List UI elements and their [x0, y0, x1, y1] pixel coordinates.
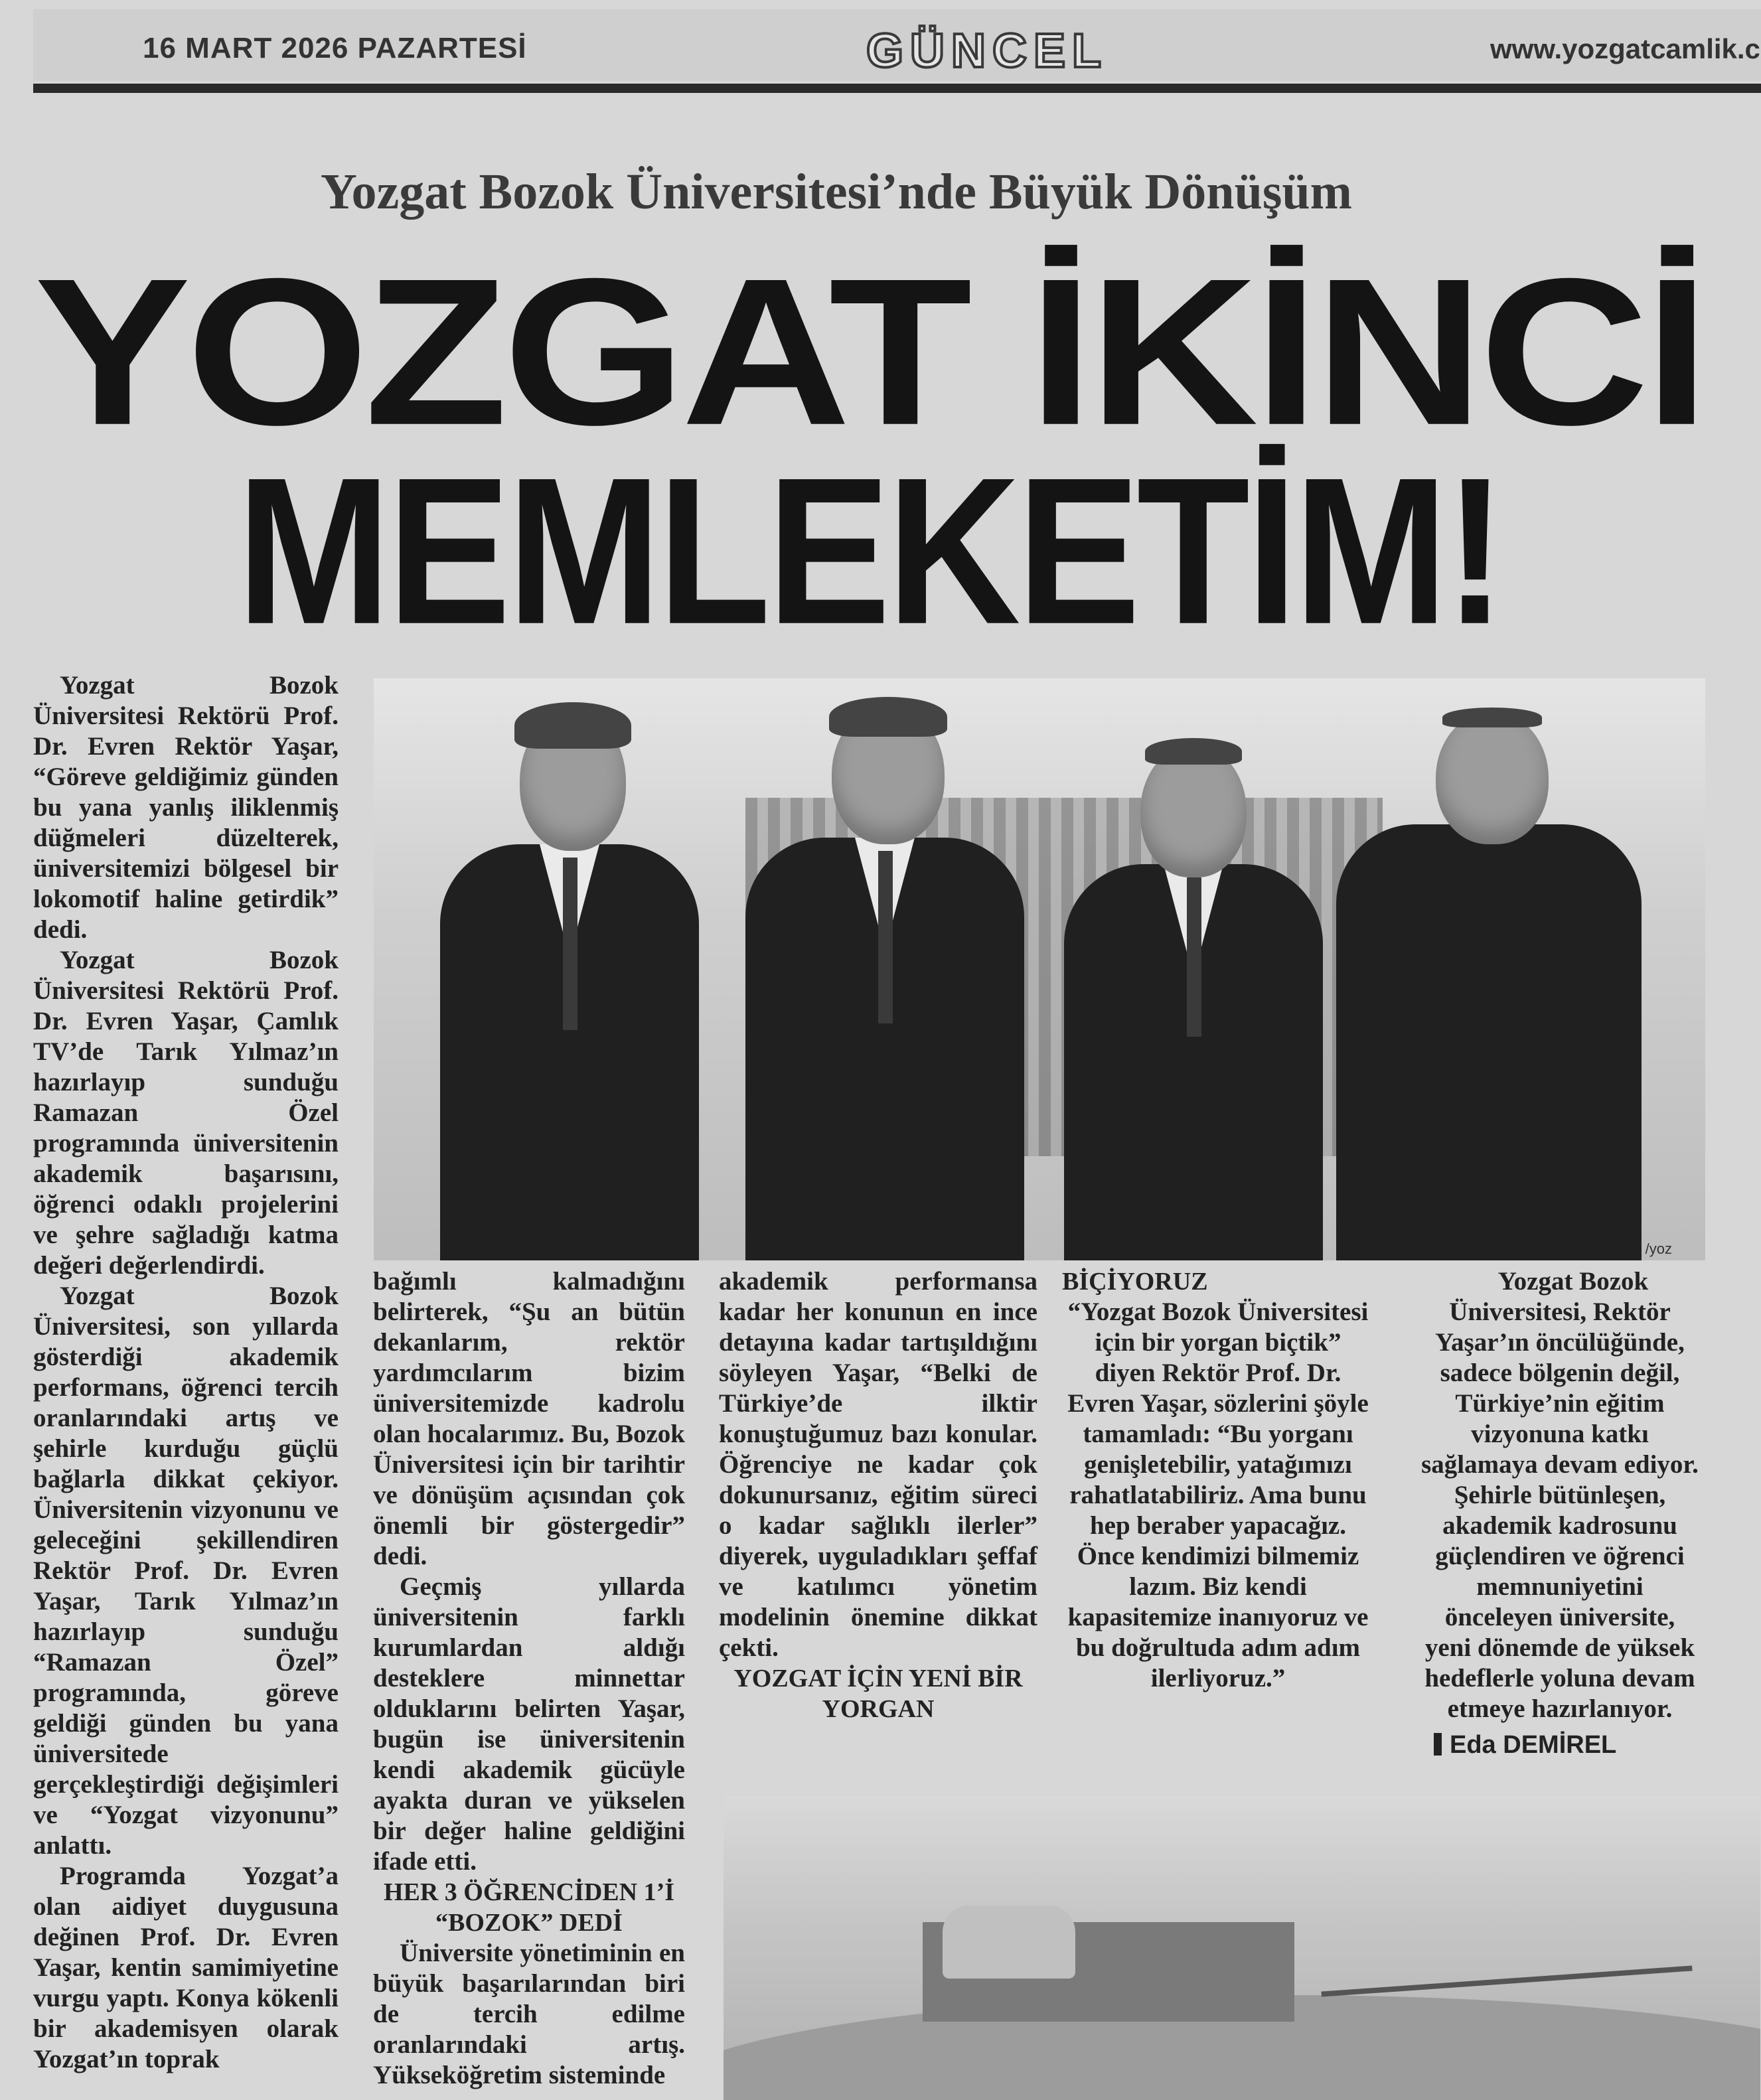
paragraph: akademik performansa kadar her konunun en ince detayına kadar tartışıldığını söyleyen Yaşar, “Belki de Türkiye’de ilktir konuştuğumuz bazı konular. Öğrenciye ne kadar çok dokunursanız, eğitim süreci o kadar sağlıklı ilerler” diyerek, uyguladıkları şeffaf ve katılımcı yönetim modelinin önemine dikkat çekti.: [719, 1267, 1037, 1662]
article-column-4: [1062, 1266, 1374, 1694]
article-kicker: Yozgat Bozok Üniversitesi’nde Büyük Dönüşüm: [321, 164, 1352, 220]
author-byline: [1434, 1731, 1616, 1760]
article-column-5: [1420, 1266, 1699, 1724]
paragraph: Geçmiş yıllarda üniversitenin farklı kurumlardan aldığı desteklere minnettar olduklarını belirten Yaşar, bugün ise üniversitenin kendi akademik gücüyle ayakta duran ve yükselen bir değer haline geldiğini ifade etti.: [373, 1572, 685, 1876]
paragraph: Yozgat Bozok Üniversitesi, Rektör Yaşar’ın öncülüğünde, sadece bölgenin değil, Türkiye’nin eğitim vizyonuna katkı sağlamaya devam ediyor. Şehirle bütünleşen, akademik kadrosunu güçlendiren ve öğrenci memnuniyetini önceleyen üniversite, yeni dönemde de yüksek hedeflerle yoluna devam etmeye hazırlanıyor.: [1421, 1267, 1699, 1723]
article-column-3: [719, 1266, 1037, 1724]
paragraph: Programda Yozgat’a olan aidiyet duygusuna değinen Prof. Dr. Evren Yaşar, kentin samimiyetine vurgu yaptı. Konya kökenli bir akademisyen olarak Yozgat’ın toprak: [33, 1862, 339, 2073]
campus-photo: [724, 1796, 1760, 2100]
photo-bridge: [1321, 1965, 1692, 1996]
subheading: YOZGAT İÇİN YENİ BİR YORGAN: [733, 1665, 1023, 1723]
article-column-1: [33, 670, 339, 2075]
byline-marker: [1434, 1733, 1442, 1756]
header-rule: [33, 84, 1761, 93]
article-photo: [374, 678, 1705, 1260]
paragraph: bağımlı kalmadığını belirterek, “Şu an bütün dekanlarım, rektör yardımcılarım bizim üniversitemizde kadrolu olan hocalarımız. Bu, Bozok Üniversitesi için bir tarihtir ve dönüşüm açısından çok önemli bir göstergedir” dedi.: [373, 1267, 685, 1570]
section-title: GÜNCEL: [866, 25, 1108, 78]
headline-line-1: YOZGAT İKİNCİ: [34, 234, 1705, 469]
article-column-2: [373, 1266, 685, 2091]
website-url[interactable]: www.yozgatcamlik.c: [1490, 33, 1760, 64]
subheading: HER 3 ÖĞRENCİDEN 1’İ “BOZOK” DEDİ: [383, 1878, 675, 1937]
photo-credit: /yoz: [1645, 1240, 1672, 1257]
issue-date: 16 MART 2026 PAZARTESİ: [143, 32, 527, 64]
page-header: [33, 9, 1761, 81]
paragraph: Yozgat Bozok Üniversitesi Rektörü Prof. Dr. Evren Rektör Yaşar, “Göreve geldiğimiz günden bu yana yanlış iliklenmiş düğmeleri düzelterek, üniversitemizi bölgesel bir lokomotif haline getirdik” dedi.: [33, 671, 339, 944]
photo-dome: [943, 1906, 1075, 1979]
paragraph: Üniversite yönetiminin en büyük başarılarından biri de tercih edilme oranlarındaki artış. Yükseköğretim sisteminde: [373, 1939, 685, 2089]
headline-line-2: MEMLEKETİM!: [236, 433, 1503, 668]
paragraph: Yozgat Bozok Üniversitesi, son yıllarda gösterdiği akademik performans, öğrenci tercih oranlarındaki artış ve şehirle kurduğu güçlü bağlarla dikkat çekiyor. Üniversitenin vizyonunu ve geleceğini şekillendiren Rektör Prof. Dr. Evren Yaşar, Tarık Yılmaz’ın hazırlayıp sunduğu “Ramazan Özel” programında, göreve geldiği günden bu yana üniversitede gerçekleştirdiği değişimleri ve “Yozgat vizyonunu” anlattı.: [33, 1282, 339, 1860]
paragraph: Yozgat Bozok Üniversitesi Rektörü Prof. Dr. Evren Yaşar, Çamlık TV’de Tarık Yılmaz’ın hazırlayıp sunduğu Ramazan Özel programında üniversitenin akademik başarısını, öğrenci odaklı projelerini ve şehre sağladığı katma değeri değerlendirdi.: [33, 946, 339, 1280]
paragraph: “Yozgat Bozok Üniversitesi için bir yorgan biçtik” diyen Rektör Prof. Dr. Evren Yaşar, sözlerini şöyle tamamladı: “Bu yorganı genişletebilir, yatağımızı rahatlatabiliriz. Ama bunu hep beraber yapacağız. Önce kendimizi bilmemiz lazım. Biz kendi kapasitemize inanıyoruz ve bu doğrultuda adım adım ilerliyoruz.”: [1067, 1298, 1369, 1692]
subheading: BİÇİYORUZ: [1062, 1268, 1208, 1296]
author-name: Eda DEMİREL: [1450, 1731, 1617, 1759]
